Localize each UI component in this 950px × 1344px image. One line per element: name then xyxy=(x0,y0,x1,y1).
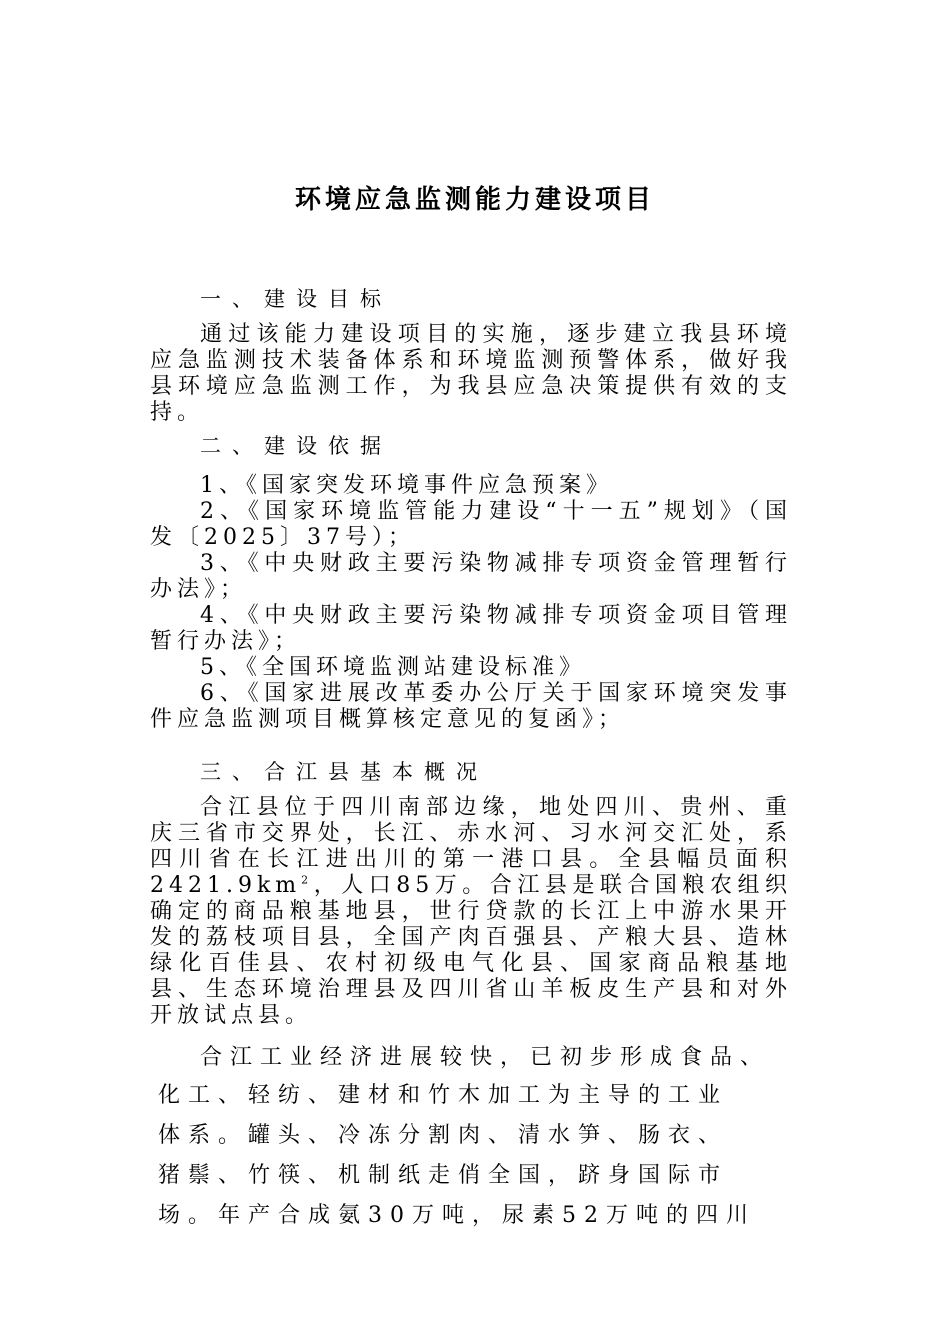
paragraph-county-overview xyxy=(150,795,792,1029)
superscript-unit: 2 xyxy=(301,873,314,887)
section-heading-goals: 一、建设目标 xyxy=(200,287,392,311)
document-title: 环境应急监测能力建设项目 xyxy=(294,185,655,215)
paragraph-industry xyxy=(158,1076,798,1236)
basis-list xyxy=(0,473,950,733)
paragraph-goals: 通过该能力建设项目的实施，逐步建立我县环境应急监测技术装备体系和环境监测预警体系，做好我县环境应急监测工作，为我县应急决策提供有效的支持。 xyxy=(150,322,792,425)
list-item: 5、《全国环境监测站建设标准》 xyxy=(200,655,586,680)
paragraph-industry-first-line: 合江工业经济进展较快，已初步形成食品、 xyxy=(200,1045,771,1070)
industry-line: 体系。罐头、冷冻分割肉、清水笋、肠衣、 xyxy=(158,1123,729,1148)
overview-text-part: ，人口85万。合江县是联合国粮农组织确定的商品粮基地县，世行贷款的长江上中游水果开发的荔枝项目县，全国产肉百强县、产粮大县、造林绿化百佳县、农村初级电气化县、国家商品粮基地县、生态环境治理县及四川省山羊板皮生产县和对外开放试点县。 xyxy=(150,873,792,1028)
list-item: 3、《中央财政主要污染物减排专项资金管理暂行办法》； xyxy=(150,551,792,602)
section-heading-basis: 二、建设依据 xyxy=(200,434,392,458)
section-heading-overview: 三、合江县基本概况 xyxy=(200,760,488,784)
list-item: 1、《国家突发环境事件应急预案》 xyxy=(200,473,613,498)
overview-text-part: 合江县位于四川南部边缘，地处四川、贵州、重庆三省市交界处，长江、赤水河、习水河交汇处，系四川省在长江进出川的第一港口县。全县幅员面积2421.9km xyxy=(150,795,792,898)
list-item: 4、《中央财政主要污染物减排专项资金项目管理暂行办法》； xyxy=(150,603,792,654)
industry-line: 化工、轻纺、建材和竹木加工为主导的工业 xyxy=(158,1083,729,1108)
industry-line: 猪鬃、竹筷、机制纸走俏全国，跻身国际市 xyxy=(158,1163,729,1188)
list-item: 2、《国家环境监管能力建设“十一五”规划》（国发〔2025〕37号）； xyxy=(150,499,792,550)
industry-line: 场。年产合成氨30万吨，尿素52万吨的四川 xyxy=(158,1203,756,1228)
list-item: 6、《国家进展改革委办公厅关于国家环境突发事件应急监测项目概算核定意见的复函》； xyxy=(150,681,792,732)
